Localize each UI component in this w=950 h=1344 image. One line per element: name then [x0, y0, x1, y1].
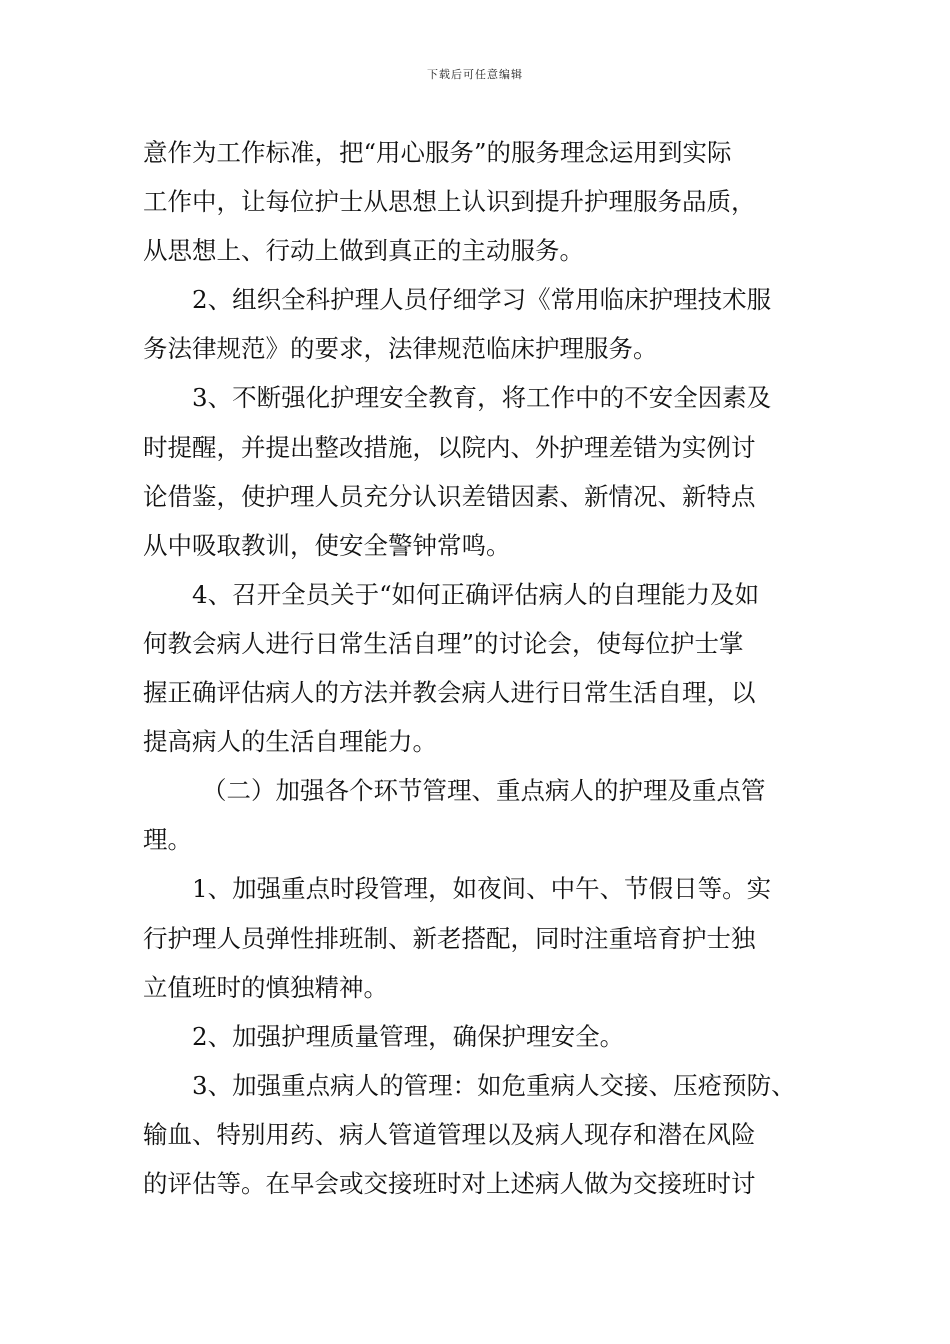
paragraph-start-line: 4、召开全员关于“如何正确评估病人的自理能力及如	[192, 579, 760, 609]
text-line: 意作为工作标准，把“用心服务”的服务理念运用到实际	[143, 138, 732, 167]
text-line: 时提醒，并提出整改措施，以院内、外护理差错为实例讨	[143, 432, 756, 462]
text-line: 工作中，让每位护士从思想上认识到提升护理服务品质，	[143, 187, 756, 217]
text-line: 握正确评估病人的方法并教会病人进行日常生活自理，以	[143, 678, 756, 708]
text-line: 何教会病人进行日常生活自理”的讨论会，使每位护士掌	[143, 628, 744, 658]
section-heading-line: 理。	[143, 825, 192, 855]
text-line: 立值班时的慎独精神。	[143, 972, 388, 1002]
text-line: 从中吸取教训，使安全警钟常鸣。	[143, 530, 511, 560]
paragraph-start-line: 2、加强护理质量管理，确保护理安全。	[192, 1021, 625, 1051]
text-line: 从思想上、行动上做到真正的主动服务。	[143, 236, 584, 266]
paragraph-start-line: 3、不断强化护理安全教育，将工作中的不安全因素及	[192, 383, 772, 413]
page-header-note: 下载后可任意编辑	[427, 68, 523, 81]
text-line: 输血、特别用药、病人管道管理以及病人现存和潜在风险	[143, 1119, 756, 1149]
text-line: 务法律规范》的要求，法律规范临床护理服务。	[143, 334, 658, 364]
paragraph-start-line: 3、加强重点病人的管理：如危重病人交接、压疮预防、	[192, 1070, 796, 1100]
document-body	[143, 128, 811, 1208]
text-line: 的评估等。在早会或交接班时对上述病人做为交接班时讨	[143, 1168, 756, 1198]
paragraph-start-line: 2、组织全科护理人员仔细学习《常用临床护理技术服	[192, 285, 772, 315]
text-line: 提高病人的生活自理能力。	[143, 727, 437, 757]
text-line: 行护理人员弹性排班制、新老搭配，同时注重培育护士独	[143, 923, 756, 953]
text-line: 论借鉴，使护理人员充分认识差错因素、新情况、新特点	[143, 481, 756, 511]
paragraph-start-line: 1、加强重点时段管理，如夜间、中午、节假日等。实	[192, 874, 772, 904]
section-heading-line: （二）加强各个环节管理、重点病人的护理及重点管	[202, 776, 766, 806]
